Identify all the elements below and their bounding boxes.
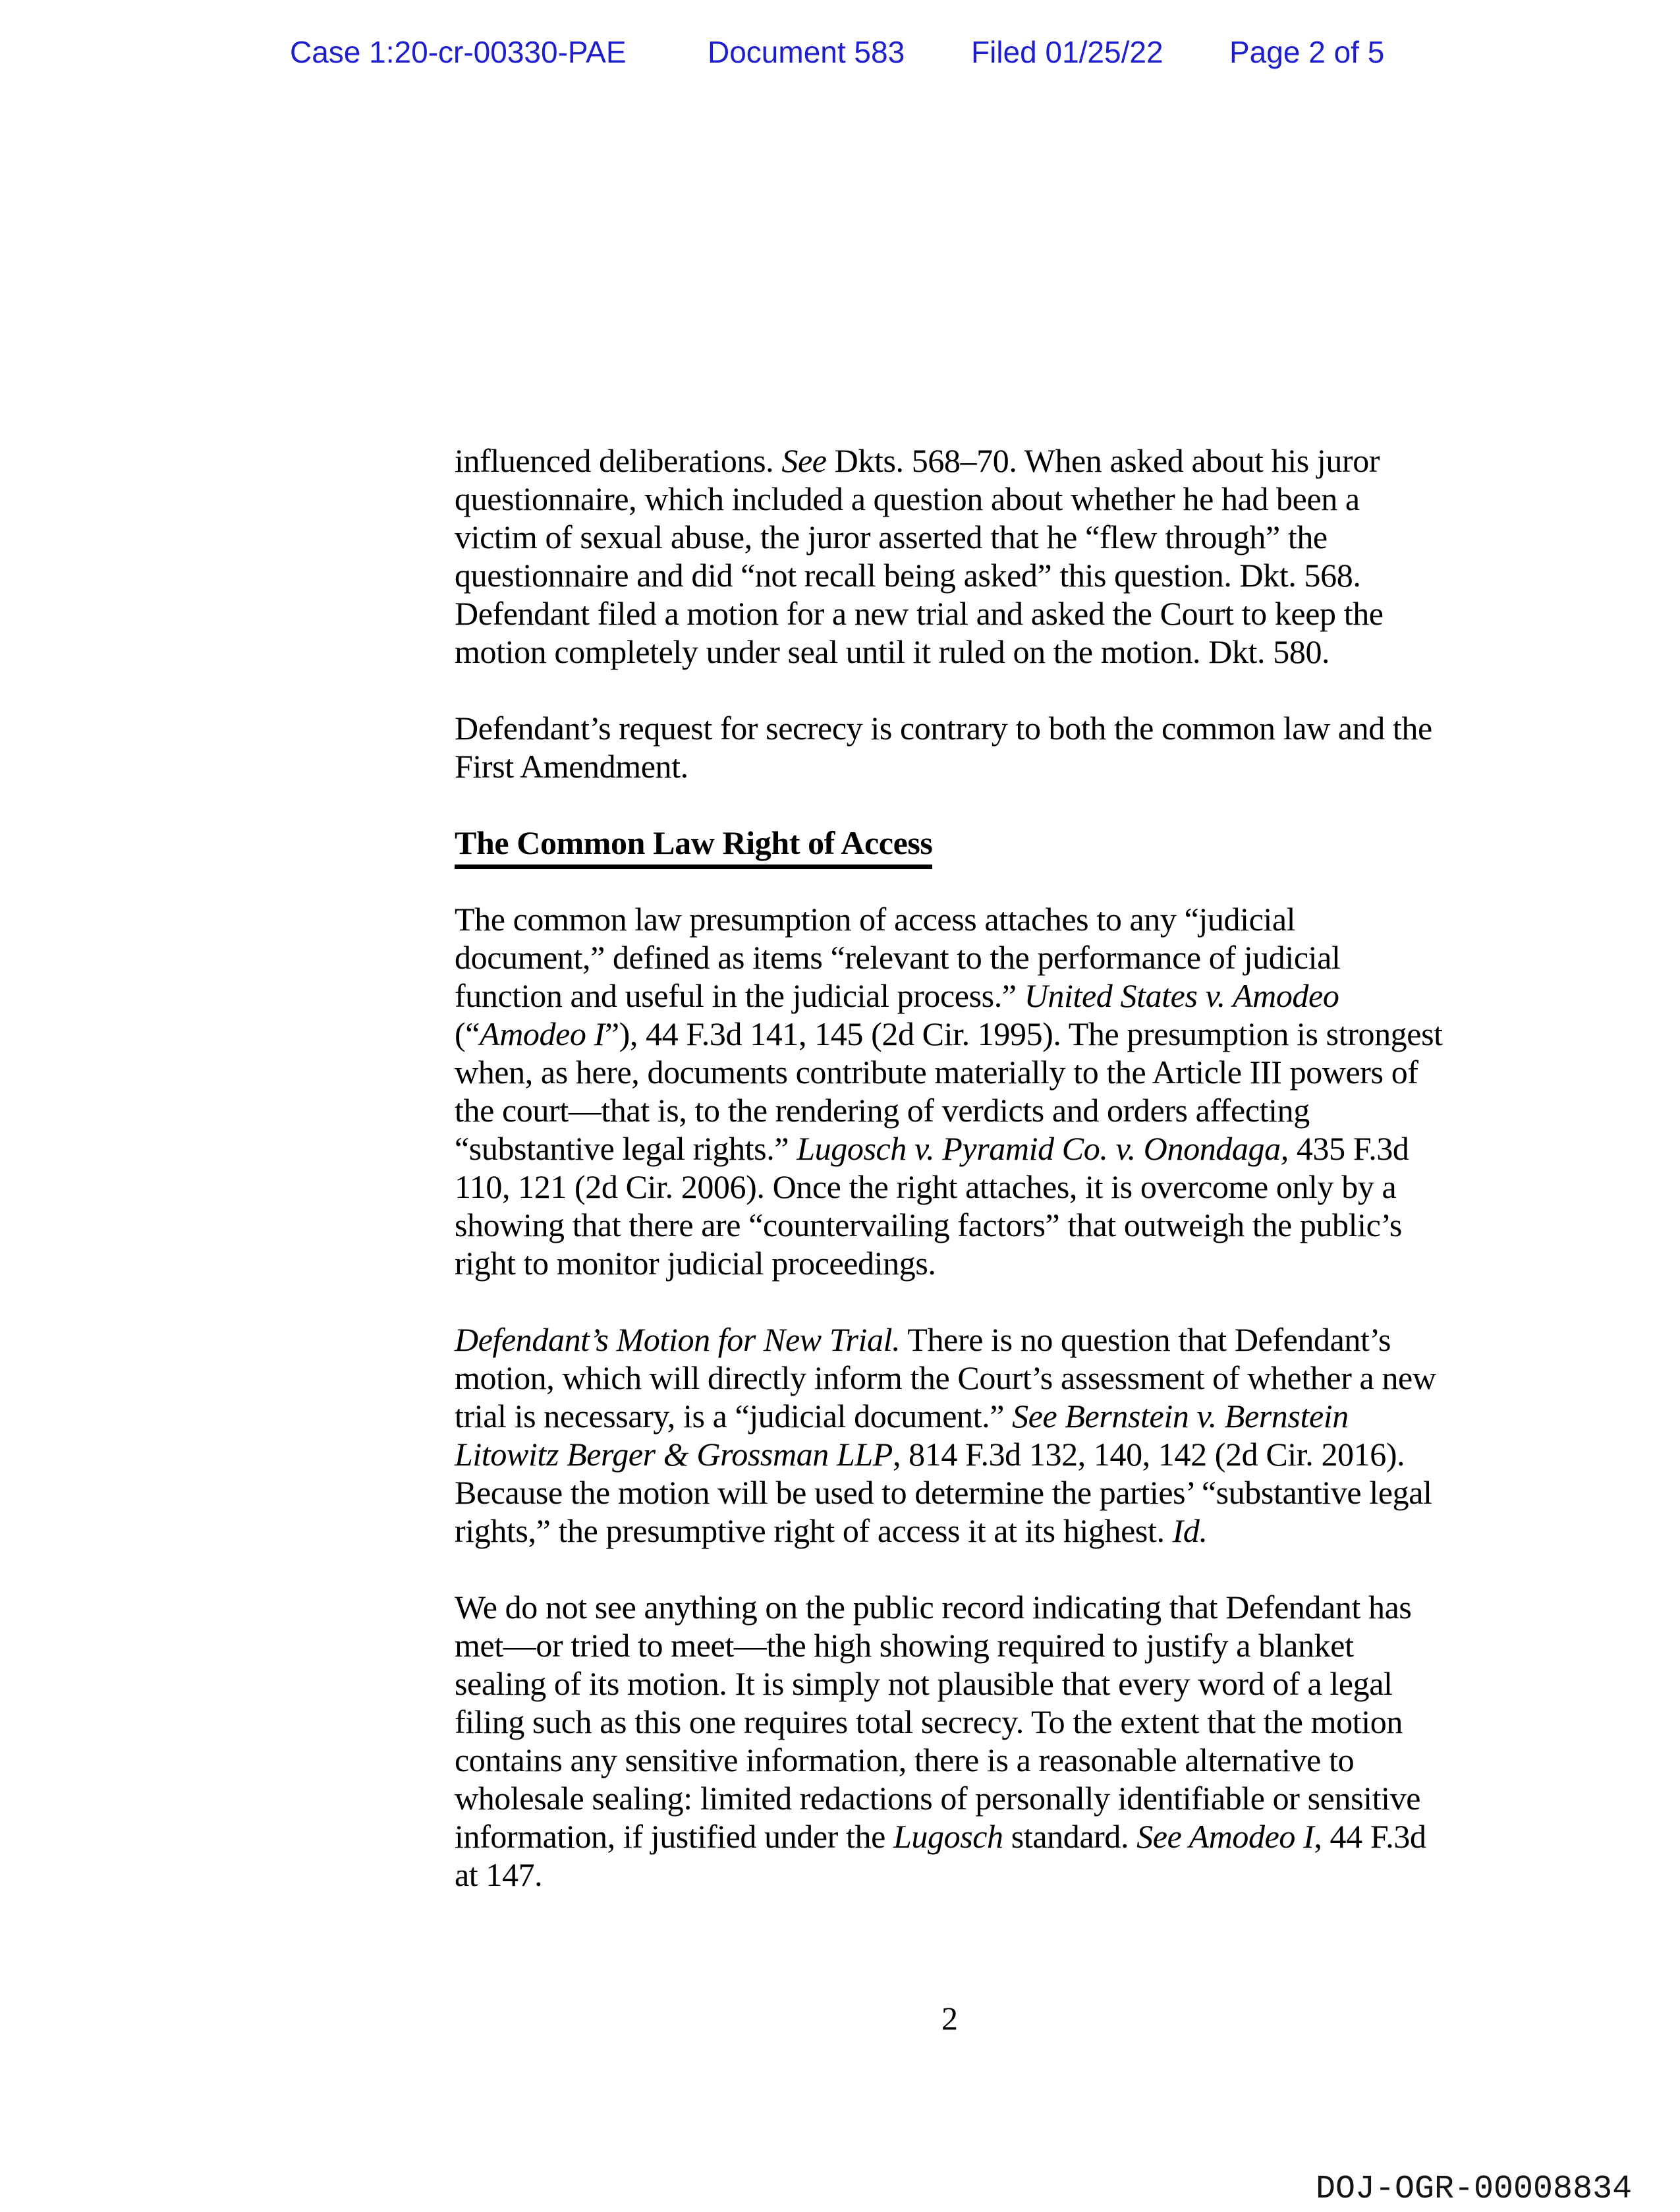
text-run: influenced deliberations. <box>455 442 782 479</box>
text-run-italic: United States v. Amodeo <box>1024 977 1339 1014</box>
document-body <box>455 441 1443 1932</box>
paragraph <box>455 441 1443 671</box>
text-run: (“ <box>455 1015 480 1052</box>
text-run-italic: Lugosch <box>893 1818 1003 1855</box>
section-heading-text <box>455 824 932 869</box>
text-run: , 814 F.3d 132, 140, 142 (2d Cir. 2016). Because the motion will be used to determine the parties’ “substantive legal rights,” the presumptive right of access it at its highest. <box>455 1436 1432 1549</box>
header-document-number: Document 583 <box>708 35 905 69</box>
text-run: ”), 44 F.3d 141, 145 (2d Cir. 1995). The presumption is strongest when, as here, documents contribute materially to the Article III powers of the court—that is, to the rendering of verdicts and orders affecting “substantive legal rights.” <box>455 1015 1443 1167</box>
text-run: , 44 F.3d at 147. <box>455 1818 1426 1893</box>
text-run-italic: Defendant’s Motion for New Trial. <box>455 1321 901 1358</box>
header-filed-date: Filed 01/25/22 <box>971 35 1163 69</box>
header-case-number: Case 1:20-cr-00330-PAE <box>290 35 627 69</box>
text-run: 435 F.3d 110, 121 (2d Cir. 2006). Once the right attaches, it is overcome only by a showing that there are “countervailing factors” that outweigh the public’s right to monitor judicial proceedings. <box>455 1130 1409 1282</box>
header-page-indicator: Page 2 of 5 <box>1229 35 1385 69</box>
bates-number: DOJ-OGR-00008834 <box>1316 2170 1633 2208</box>
text-run: standard. <box>1003 1818 1137 1855</box>
text-run-italic: Amodeo I <box>480 1015 605 1052</box>
paragraph <box>455 1320 1443 1550</box>
text-run-italic: See <box>781 442 827 479</box>
text-run: The common law presumption of access attaches to any “judicial document,” defined as items “relevant to the performance of judicial function and useful in the judicial process.” <box>455 901 1341 1014</box>
text-run-italic: See Bernstein v. Bernstein Litowitz Berger & Grossman LLP <box>455 1398 1349 1473</box>
text-run-italic: See Amodeo I <box>1136 1818 1314 1855</box>
text-run-italic: Id. <box>1172 1512 1208 1549</box>
page-number: 2 <box>941 2000 958 2037</box>
section-heading <box>455 824 1443 862</box>
text-run: The Common Law Right of Access <box>455 824 933 861</box>
text-run: There is no question that Defendant’s motion, which will directly inform the Court’s assessment of whether a new trial is necessary, is a “judicial document.” <box>455 1321 1436 1434</box>
paragraph <box>455 1588 1443 1894</box>
paragraph <box>455 709 1443 785</box>
text-run: Defendant’s request for secrecy is contrary to both the common law and the First Amendment. <box>455 710 1432 785</box>
paragraph <box>455 900 1443 1282</box>
text-run: Dkts. 568–70. When asked about his juror questionnaire, which included a question about whether he had been a victim of sexual abuse, the juror asserted that he “flew through” the questionnaire and did “not recall being asked” this question. Dkt. 568. Defendant filed a motion for a new trial and asked the Court to keep the motion completely under seal until it ruled on the motion. Dkt. 580. <box>455 442 1384 670</box>
text-run: We do not see anything on the public record indicating that Defendant has met—or tried to meet—the high showing required to justify a blanket sealing of its motion. It is simply not plausible that every word of a legal filing such as this one requires total secrecy. To the extent that the motion contains any sensitive information, there is a reasonable alternative to wholesale sealing: limited redactions of personally identifiable or sensitive information, if justified under the <box>455 1589 1421 1855</box>
text-run-italic: Lugosch v. Pyramid Co. v. Onondaga, <box>797 1130 1289 1167</box>
